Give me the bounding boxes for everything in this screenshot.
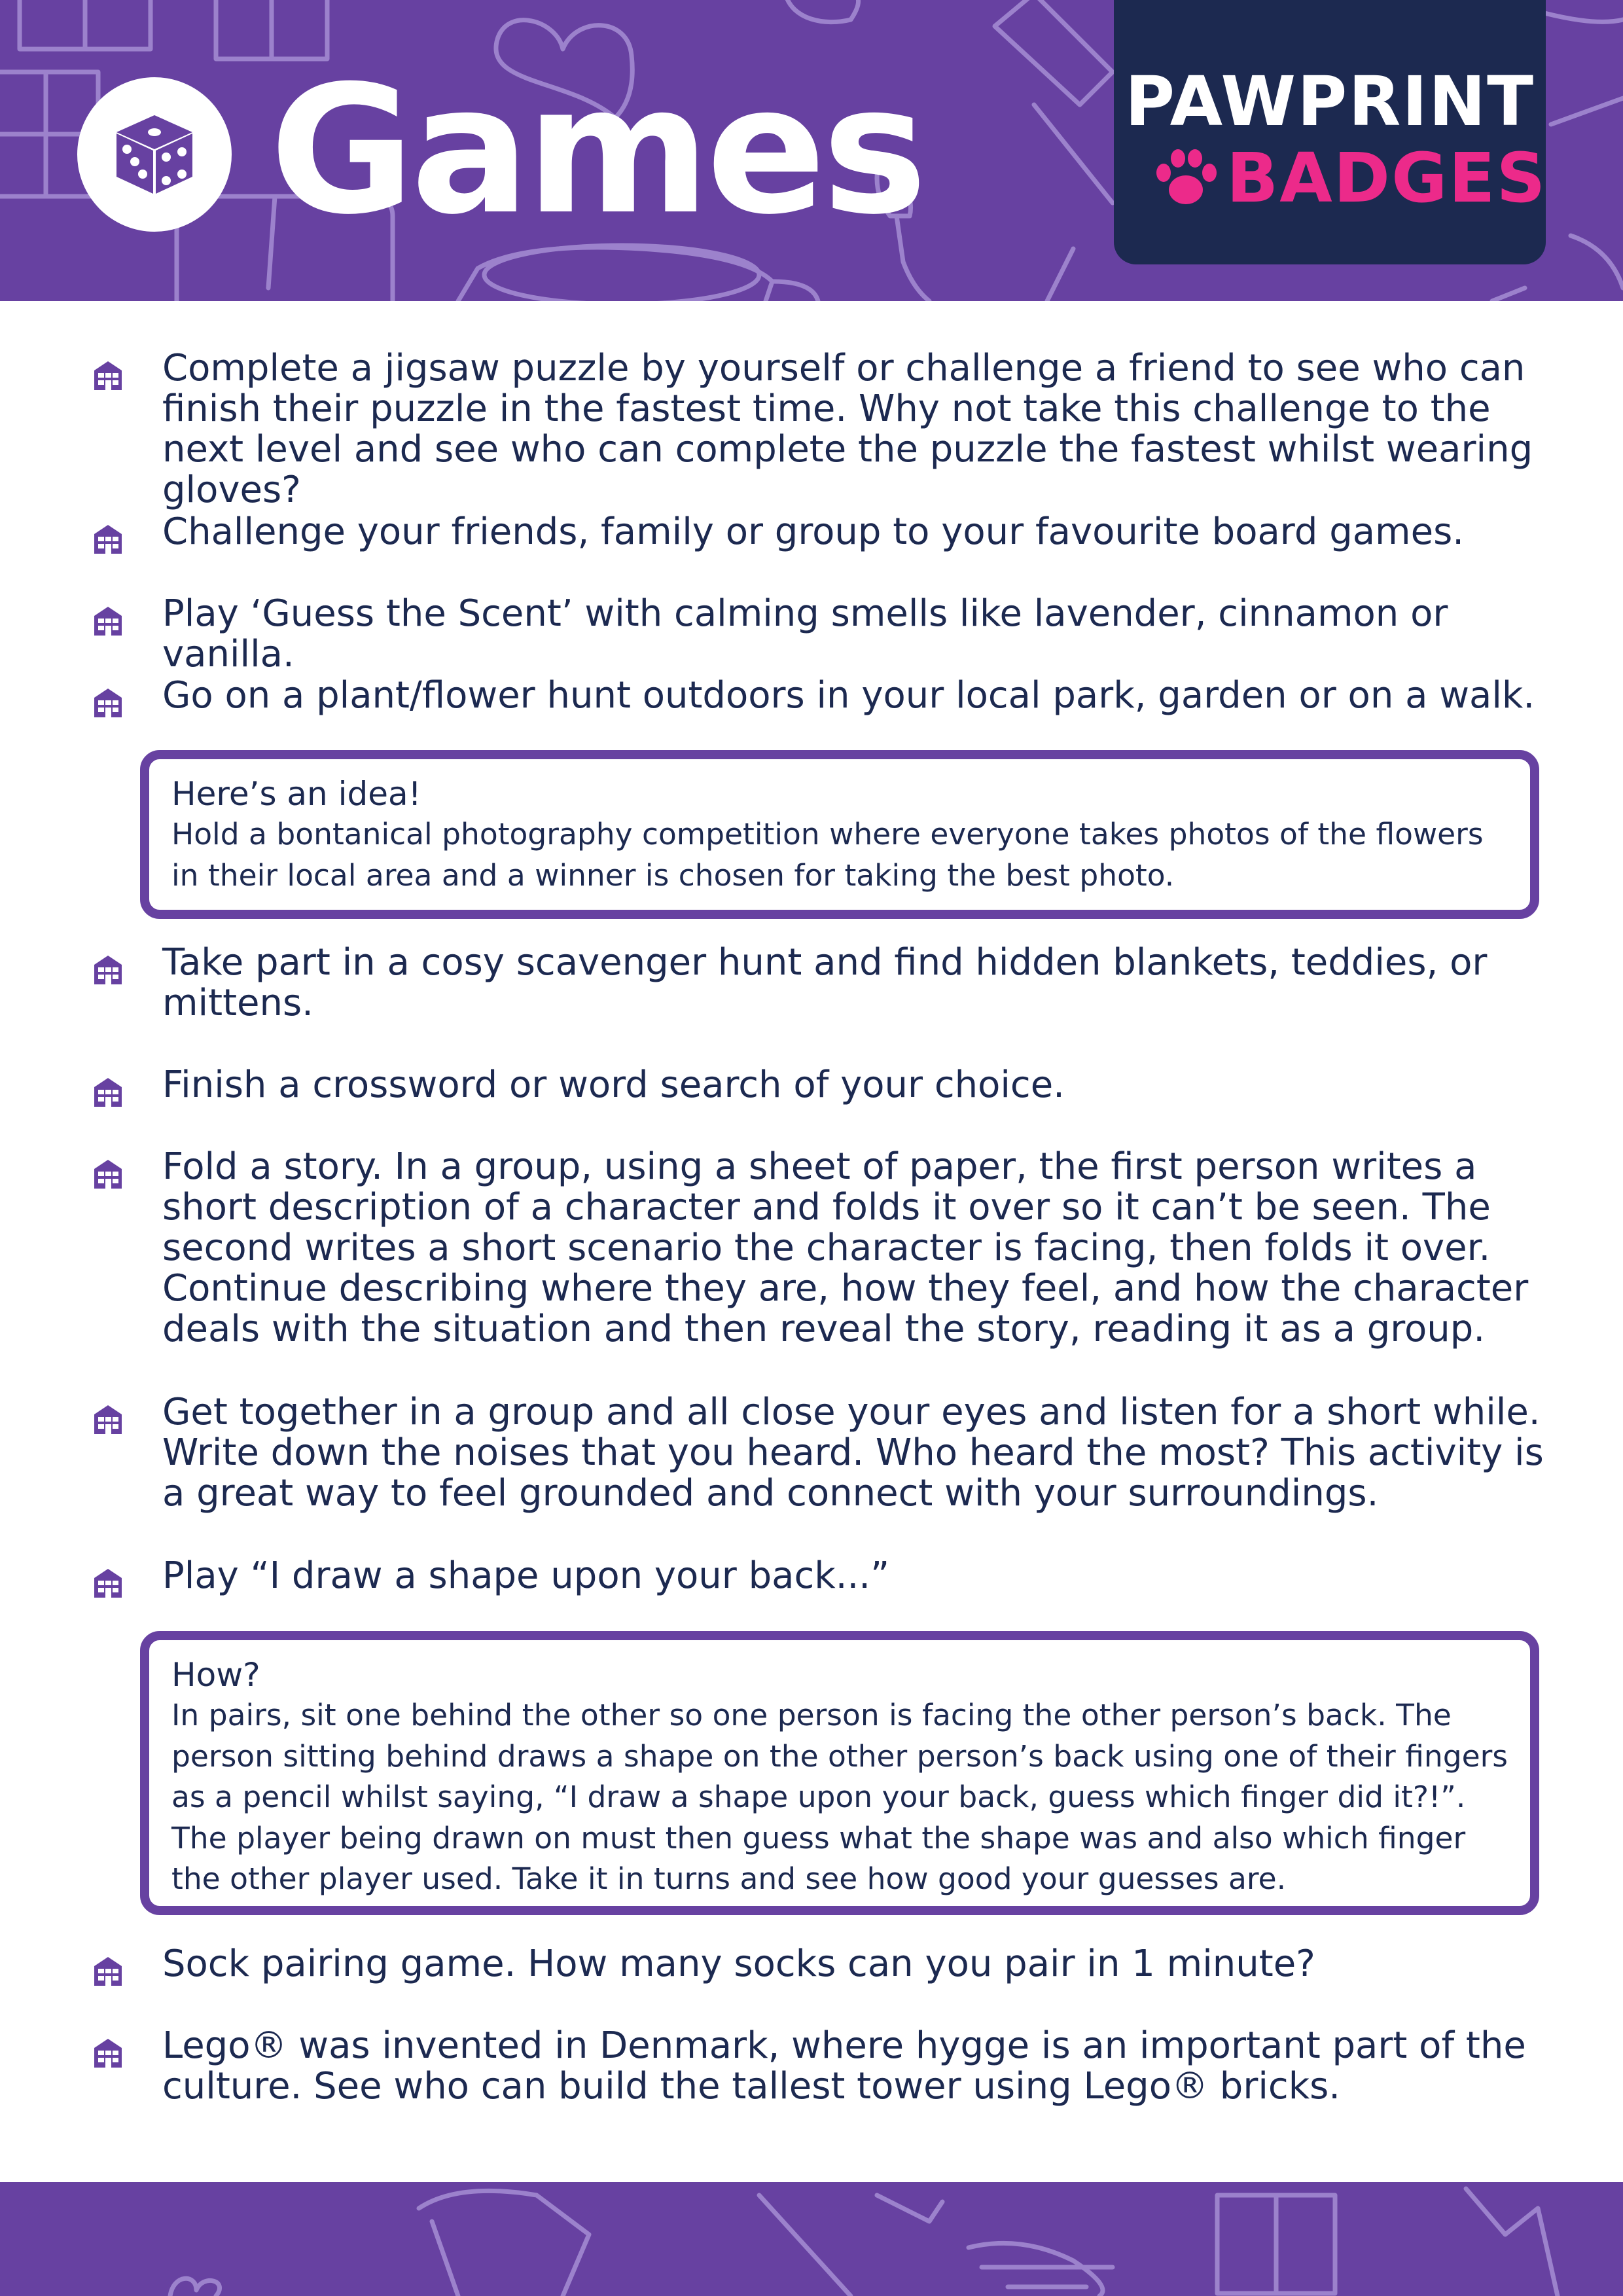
how-callout [140,1631,1539,1915]
callout-body: Hold a bontanical photography competition where everyone takes photos of the flowers in their local area and a winner is chosen for taking the best photo. [171,817,1484,893]
idea-callout [140,750,1539,919]
footer-banner [0,2182,1623,2296]
house-icon [92,1075,124,1108]
house-icon [92,522,124,555]
house-icon [92,604,124,637]
list-item-text: Fold a story. In a group, using a sheet of paper, the first person writes a short description of a character and folds it over so it can’t be seen. The second writes a short scenario the character is facing, then folds it over. Continue describing where they are, how they feel, and how the character deals with the situation and then reveal the story, reading it as a group. [162,1145,1529,1350]
list-item-text: Go on a plant/flower hunt outdoors in your local park, garden or on a walk. [162,674,1535,717]
callout-heading: How? [171,1656,260,1694]
list-item-text: Lego® was invented in Denmark, where hygge is an important part of the culture. See who can build the tallest tower using Lego® bricks. [162,2024,1526,2108]
house-icon [92,1157,124,1190]
house-icon [92,686,124,719]
house-icon [92,1403,124,1435]
list-item-text: Play “I draw a shape upon your back...” [162,1554,890,1597]
logo-wordmark-top: PAWPRINT [1124,62,1535,141]
list-item-text: Get together in a group and all close your eyes and listen for a short while. Write down the noises that you heard. Who heard the most? This activity is a great way to feel grounded and connect with your surroundings. [162,1391,1544,1515]
list-item-text: Play ‘Guess the Scent’ with calming smells like lavender, cinnamon or vanilla. [162,592,1448,675]
house-icon [92,1566,124,1599]
house-icon [92,1954,124,1987]
house-icon [92,2036,124,2069]
callout-body: In pairs, sit one behind the other so one person is facing the other person’s back. The person sitting behind draws a shape on the other person’s back using one of their fingers as a pencil whilst saying, “I draw a shape upon your back, guess which finger did it?!”. The player being drawn on must then guess what the shape was and also which finger the other player used. Take it in turns and see how good your guesses are. [171,1698,1508,1896]
list-item-text: Finish a crossword or word search of your choice. [162,1064,1065,1106]
list-item-text: Challenge your friends, family or group to your favourite board games. [162,511,1465,553]
logo-wordmark-badges: BADGES [1226,138,1547,218]
list-item-text: Sock pairing game. How many socks can you pair in 1 minute? [162,1943,1315,1985]
list-item-text: Complete a jigsaw puzzle by yourself or challenge a friend to see who can finish their puzzle in the fastest time. Why not take this challenge to the next level and see who can complete the puzzle the fastest whilst wearing gloves? [162,347,1533,511]
footer-doodle-pattern [0,2182,1623,2296]
callout-heading: Here’s an idea! [171,775,421,813]
house-icon [92,953,124,986]
page-title: Games [270,47,923,253]
house-icon [92,359,124,391]
list-item-text: Take part in a cosy scavenger hunt and find hidden blankets, teddies, or mittens. [162,941,1488,1024]
